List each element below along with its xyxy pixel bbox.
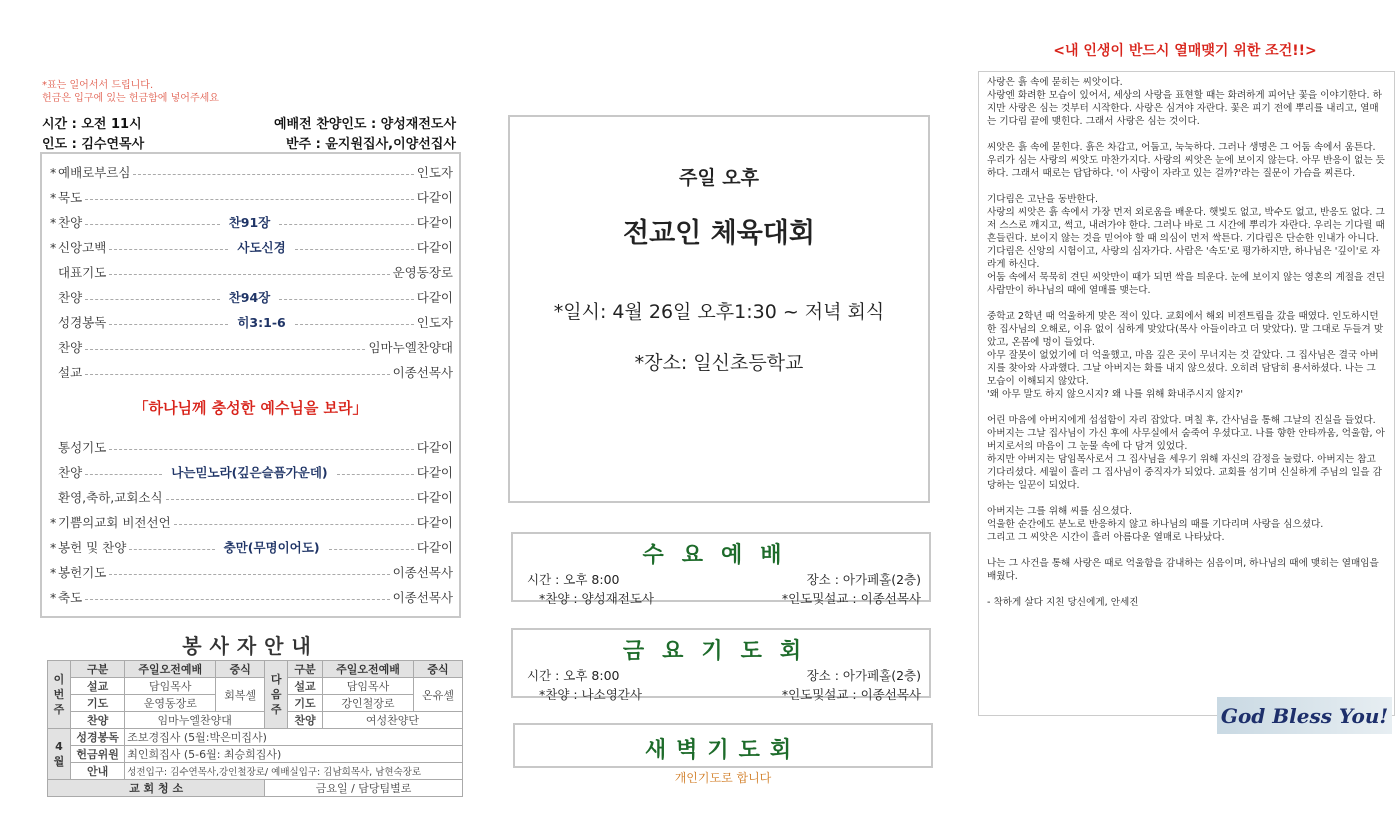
duty-value: 강인철장로 <box>322 695 413 712</box>
order-row <box>50 186 453 208</box>
order-mark: * <box>50 514 57 530</box>
service-leader: 인도 : 김수연목사 <box>42 137 145 152</box>
duty-type: 찬양 <box>288 712 323 729</box>
order-row <box>50 511 453 533</box>
order-detail: 나는믿노라(깊은슬픔가운데) <box>165 463 333 481</box>
order-name: 찬양 <box>58 465 83 480</box>
order-row <box>50 561 453 583</box>
service-time: 시간 : 오전 11시 <box>42 117 142 132</box>
essay-author: - 착하게 살다 지친 당신에게, 안세진 <box>987 597 1139 608</box>
essay-paragraph: 사랑은 흙 속에 묻히는 씨앗이다. 사랑엔 화려한 모습이 있어서, 세상의 사랑을 표현할 때는 화려하게 피어난 꽃을 이야기한다. 하지만 사랑은 심는 것부터 시작한다. 사랑은 심겨야 자란다. 꽃은 피기 전에 뿌리를 내리고, 열매는 기다림 끝에 맺힌다. 그래서 사랑은 심는 것이다. <box>987 77 1382 127</box>
order-name: 기쁨의교회 비전선언 <box>58 515 171 530</box>
order-who: 인도자 <box>416 165 453 180</box>
duty-type: 찬양 <box>71 712 125 729</box>
cleaning-label: 교 회 청 소 <box>48 780 265 797</box>
order-row <box>50 236 453 258</box>
worship-order <box>40 152 461 618</box>
event-notice <box>508 115 930 503</box>
order-who: 이종선목사 <box>392 565 453 580</box>
dawn-title: 새벽기도회 <box>644 738 802 763</box>
wednesday-service <box>511 532 931 606</box>
monthly-role: 헌금위원 <box>71 746 125 763</box>
order-row <box>50 461 453 483</box>
duty-type: 설교 <box>71 678 125 695</box>
accompanists: 반주 : 윤지원집사,이양선집사 <box>286 137 456 152</box>
order-who: 다같이 <box>416 515 453 530</box>
prelude-leader: 예배전 찬양인도 : 양성재전도사 <box>274 117 457 132</box>
order-mark: * <box>50 564 57 580</box>
order-mark: * <box>50 189 57 205</box>
order-name: 봉헌 및 찬양 <box>58 540 127 555</box>
order-detail: 히3:1-6 <box>231 313 291 331</box>
order-row <box>50 361 453 383</box>
duty-type: 기도 <box>288 695 323 712</box>
order-row <box>50 336 453 358</box>
essay-paragraph: 아버지는 그를 위해 씨를 심으셨다. 억울한 순간에도 분노로 반응하지 않고 하나님의 때를 기다리며 사랑을 심으셨다. 그리고 그 씨앗은 시간이 흘러 아름다운 열매로 나타났다. <box>987 506 1324 543</box>
monthly-value: 성전입구: 김수연목사,강인철장로/ 예배실입구: 김남희목사, 남현숙장로 <box>125 763 463 780</box>
notice <box>42 79 219 105</box>
event-subtitle: 주일 오후 <box>678 167 760 189</box>
dawn-note: 개인기도로 합니다 <box>674 771 772 785</box>
order-who: 다같이 <box>416 540 454 555</box>
volunteer-guide-title: 봉사자안내 <box>182 634 319 658</box>
essay-title: <내 인생이 반드시 열매맺기 위한 조건!!> <box>1053 43 1317 59</box>
duty-type: 기도 <box>71 695 125 712</box>
col-type: 구분 <box>288 661 323 678</box>
next-week-label: 다음주 <box>265 661 288 729</box>
order-name: 찬양 <box>58 340 83 355</box>
order-who: 이종선목사 <box>392 365 453 380</box>
col-lunch: 중식 <box>414 661 463 678</box>
order-mark: * <box>50 539 57 555</box>
order-mark: * <box>50 589 57 605</box>
duty-type: 설교 <box>288 678 323 695</box>
order-detail: 찬91장 <box>223 213 277 231</box>
order-name: 환영,축하,교회소식 <box>58 490 163 505</box>
order-who: 인도자 <box>416 315 453 330</box>
friday-prayer <box>511 628 931 702</box>
order-row <box>50 311 453 333</box>
essay-paragraph: 기다림은 고난을 동반한다. 사랑의 씨앗은 흙 속에서 가장 먼저 외로움을 배운다. 햇빛도 없고, 박수도 없고, 반응도 없다. 그저 스스로 깨지고, 썩고, 내려가야 한다. 그러나 바로 그 시간에 뿌리가 자란다. 우리는 기다릴 때 흔들린다. 보이지 않는 것을 믿어야 할 때 의심이 먼저 싹튼다. 기다림은 단순한 인내가 아니다. 기다림은 신앙의 시험이고, 사랑의 십자가다. 사람은 '속도'로 평가하지만, 하나님은 '깊이'로 자라게 하신다. 어둠 속에서 묵묵히 견딘 씨앗만이 때가 되면 싹을 틔운다. 눈에 보이지 않는 영혼의 계절을 견딘 사람만이 하나님의 때에 열매를 맺는다. <box>987 194 1385 296</box>
col-lunch: 중식 <box>216 661 265 678</box>
wednesday-praise: *찬양 : 양성재전도사 <box>539 591 655 606</box>
order-mark: * <box>50 164 57 180</box>
order-who: 다같이 <box>416 290 453 305</box>
order-name: 봉헌기도 <box>58 565 107 580</box>
order-name: 묵도 <box>58 190 83 205</box>
notice-line: *표는 일어서서 드립니다. <box>42 80 154 91</box>
col-service: 주일오전예배 <box>125 661 216 678</box>
order-who: 운영동장로 <box>392 265 453 280</box>
duty-value: 여성찬양단 <box>322 712 462 729</box>
order-detail: 찬94장 <box>223 288 277 306</box>
essay-body <box>978 71 1395 716</box>
wednesday-preacher: *인도및설교 : 이종선목사 <box>781 591 921 606</box>
order-who: 임마누엘찬양대 <box>368 340 453 355</box>
duty-value: 운영동장로 <box>125 695 216 712</box>
volunteer-table <box>47 660 463 797</box>
col-service: 주일오전예배 <box>322 661 413 678</box>
event-date: *일시: 4월 26일 오후1:30 ~ 저녁 회식 <box>553 301 885 323</box>
order-name: 통성기도 <box>58 440 107 455</box>
dawn-prayer <box>513 723 933 768</box>
order-who: 다같이 <box>416 240 454 255</box>
order-mark: * <box>50 214 57 230</box>
friday-title: 금요기도회 <box>622 639 820 664</box>
cleaning-value: 금요일 / 담당팀별로 <box>265 780 463 797</box>
essay-paragraph: 나는 그 사건을 통해 사랑은 때로 억울함을 감내하는 심음이며, 하나님의 때에 맺히는 열매임을 배웠다. <box>987 558 1379 582</box>
order-row <box>50 286 453 308</box>
monthly-role: 성경봉독 <box>71 729 125 746</box>
order-name: 찬양 <box>58 290 83 305</box>
order-who: 다같이 <box>416 440 453 455</box>
essay-paragraph: 씨앗은 흙 속에 묻힌다. 흙은 차갑고, 어둡고, 눅눅하다. 그러나 생명은 그 어둠 속에서 움튼다. 우리가 심는 사랑의 씨앗도 마찬가지다. 사랑의 씨앗은 눈에 보이지 않는다. 아무 반응이 없는 듯하다. 그래서 때로는 답답하다. '이 사랑이 자라고 있는 걸까?'라는 질문이 가슴을 찌른다. <box>987 142 1385 179</box>
order-row <box>50 436 453 458</box>
event-title: 전교인 체육대회 <box>623 218 815 249</box>
order-name: 대표기도 <box>58 265 107 280</box>
duty-value: 담임목사 <box>125 678 216 695</box>
friday-praise: *찬양 : 나소영간사 <box>539 687 642 702</box>
order-name: 설교 <box>58 365 83 380</box>
order-row <box>50 211 453 233</box>
essay-paragraph: 어린 마음에 아버지에게 섭섭함이 자리 잡았다. 며칠 후, 간사님을 통해 그날의 진실을 들었다. 아버지는 그날 집사님이 가신 후에 사무실에서 숨죽여 우셨다고. 나를 향한 안타까움, 억울함, 아버지로서의 마음이 그 눈물 속에 다 담겨 있었다. 하지만 아버지는 담임목사로서 그 집사님을 세우기 위해 자신의 감정을 눌렀다. 아버지는 참고 기다리셨다. 세월이 흘러 그 집사님이 중직자가 되었다. 교회를 섬기며 신실하게 주님의 일을 감당하는 일꾼이 되었다. <box>987 415 1385 491</box>
friday-time: 시간 : 오후 8:00 <box>527 668 620 683</box>
order-who: 다같이 <box>416 490 453 505</box>
wednesday-place: 장소 : 아가페홀(2층) <box>806 572 921 587</box>
monthly-value: 최인희집사 (5-6월: 최승희집사) <box>125 746 463 763</box>
essay-paragraph: 중학교 2학년 때 억울하게 맞은 적이 있다. 교회에서 해외 비젼트립을 갔을 때였다. 인도하시던 한 집사님의 오해로, 이유 없이 심하게 맞았다(목사 아들이라고 더 맞았다). 말 그대로 두들겨 맞았고, 온몸에 멍이 들었다. 아무 잘못이 없었기에 더 억울했고, 마음 깊은 곳이 무너지는 것 같았다. 그 집사님은 결국 아버지를 찾아와 사과했다. 그날 아버지는 화를 내지 않으셨다. 오히려 담담히 용서하셨다. 나는 그 모습이 이해되지 않았다. '왜 아무 말도 하지 않으시지? 왜 나를 위해 화내주시지 않지?' <box>987 311 1384 400</box>
friday-place: 장소 : 아가페홀(2층) <box>806 668 921 683</box>
god-bless-you-logo: God Bless You! <box>1217 697 1392 734</box>
wednesday-time: 시간 : 오후 8:00 <box>527 572 620 587</box>
order-row <box>50 161 453 183</box>
wednesday-title: 수요예배 <box>642 543 800 568</box>
order-who: 다같이 <box>416 465 453 480</box>
order-row <box>50 586 453 608</box>
order-name: 예배로부르심 <box>58 165 131 180</box>
order-name: 찬양 <box>58 215 83 230</box>
duty-value: 담임목사 <box>322 678 413 695</box>
order-row <box>50 536 453 558</box>
order-detail: 사도신경 <box>231 238 291 256</box>
order-row <box>50 486 453 508</box>
order-name: 신앙고백 <box>58 240 107 255</box>
notice-line: 헌금은 입구에 있는 헌금함에 넣어주세요 <box>42 93 219 104</box>
duty-value: 임마누엘찬양대 <box>125 712 265 729</box>
order-mark: * <box>50 239 57 255</box>
order-name: 축도 <box>58 590 83 605</box>
monthly-role: 안내 <box>71 763 125 780</box>
order-who: 다같이 <box>416 215 453 230</box>
lunch-value: 온유셀 <box>414 678 463 712</box>
friday-preacher: *인도및설교 : 이종선목사 <box>781 687 921 702</box>
order-name: 성경봉독 <box>58 315 107 330</box>
order-who: 다같이 <box>416 190 453 205</box>
event-place: *장소: 일신초등학교 <box>634 352 804 374</box>
order-row <box>50 261 453 283</box>
col-type: 구분 <box>71 661 125 678</box>
sermon-title: 「하나님께 충성한 예수님을 보라」 <box>133 399 368 417</box>
month-label: 4월 <box>48 729 71 780</box>
this-week-label: 이번주 <box>48 661 71 729</box>
lunch-value: 회복셀 <box>216 678 265 712</box>
order-who: 이종선목사 <box>392 590 453 605</box>
order-detail: 충만(무명이어도) <box>218 538 326 556</box>
monthly-value: 조보경집사 (5월:박은미집사) <box>125 729 463 746</box>
